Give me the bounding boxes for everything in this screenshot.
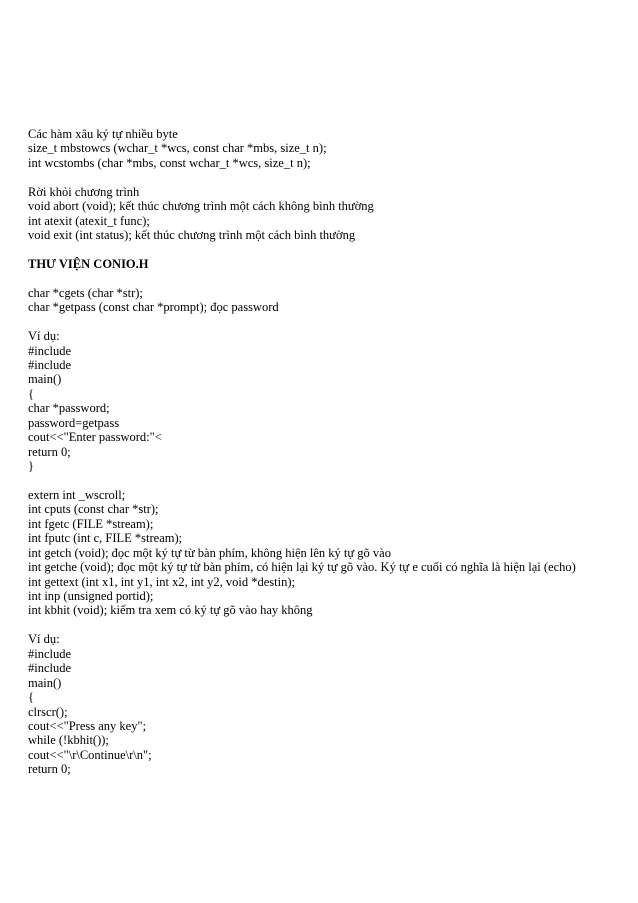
paragraph-gap [28, 474, 628, 488]
section-exit-functions [28, 185, 628, 243]
section-conio-heading [28, 257, 628, 271]
text-line: int kbhit (void); kiểm tra xem có ký tự gõ vào hay không [28, 603, 313, 618]
text-line: #include [28, 358, 72, 372]
section-heading: THƯ VIỆN CONIO.H [28, 256, 149, 271]
paragraph-gap [28, 170, 628, 184]
document-body [28, 127, 628, 777]
paragraph-gap [28, 618, 628, 632]
text-line: main() [28, 372, 62, 387]
text-line: cout<<"Press any key"; [28, 718, 147, 733]
text-line: int wcstombs (char *mbs, const wchar_t *wcs, size_t n); [28, 155, 311, 170]
text-line: int gettext (int x1, int y1, int x2, int y2, void *destin); [28, 574, 295, 589]
text-line: clrscr(); [28, 704, 68, 719]
text-line: int atexit (atexit_t func); [28, 213, 150, 228]
text-line: extern int _wscroll; [28, 487, 126, 502]
section-cgets-getpass [28, 286, 628, 315]
section-conio-functions [28, 488, 628, 618]
paragraph-gap [28, 271, 628, 285]
text-line: Ví dụ: [28, 329, 60, 344]
text-line: while (!kbhit()); [28, 733, 109, 748]
text-line: int inp (unsigned portid); [28, 589, 154, 603]
text-line: Các hàm xâu ký tự nhiều byte [28, 127, 178, 141]
text-line: { [28, 386, 34, 401]
text-line: int cputs (const char *str); [28, 502, 159, 517]
text-line: int getche (void); đọc một ký tự từ bàn phím, có hiện lại ký tự gõ vào. Ký tự e cuối có nghĩa là hiện lại (echo) [28, 560, 576, 575]
paragraph-gap [28, 315, 628, 329]
section-example-password [28, 329, 628, 473]
text-line: return 0; [28, 762, 71, 777]
text-line: size_t mbstowcs (wchar_t *wcs, const char *mbs, size_t n); [28, 141, 327, 156]
text-line: cout<<"Enter password:"< [28, 430, 162, 445]
text-line: int fgetc (FILE *stream); [28, 516, 154, 531]
text-line: char *cgets (char *str); [28, 285, 143, 300]
text-line: #include [28, 343, 72, 358]
section-example-kbhit [28, 632, 628, 776]
text-line: void exit (int status); kết thúc chương trình một cách bình thường [28, 228, 356, 243]
text-line: } [28, 459, 34, 474]
text-line: int fputc (int c, FILE *stream); [28, 531, 183, 546]
text-line: Rời khỏi chương trình [28, 184, 140, 199]
paragraph-gap [28, 243, 628, 257]
text-line: Ví dụ: [28, 632, 60, 647]
text-line: cout<<"\r\Continue\r\n"; [28, 747, 152, 762]
text-line: #include [28, 661, 72, 676]
section-string-functions [28, 127, 628, 170]
text-line: password=getpass [28, 415, 120, 430]
text-line: char *getpass (const char *prompt); đọc password [28, 300, 279, 315]
text-line: void abort (void); kết thúc chương trình một cách không bình thường [28, 199, 374, 214]
text-line: int getch (void); đọc một ký tự từ bàn phím, không hiện lên ký tự gõ vào [28, 545, 391, 560]
text-line: #include [28, 646, 72, 661]
text-line: return 0; [28, 444, 71, 459]
text-line: main() [28, 675, 62, 690]
text-line: { [28, 690, 34, 705]
text-line: char *password; [28, 401, 110, 416]
